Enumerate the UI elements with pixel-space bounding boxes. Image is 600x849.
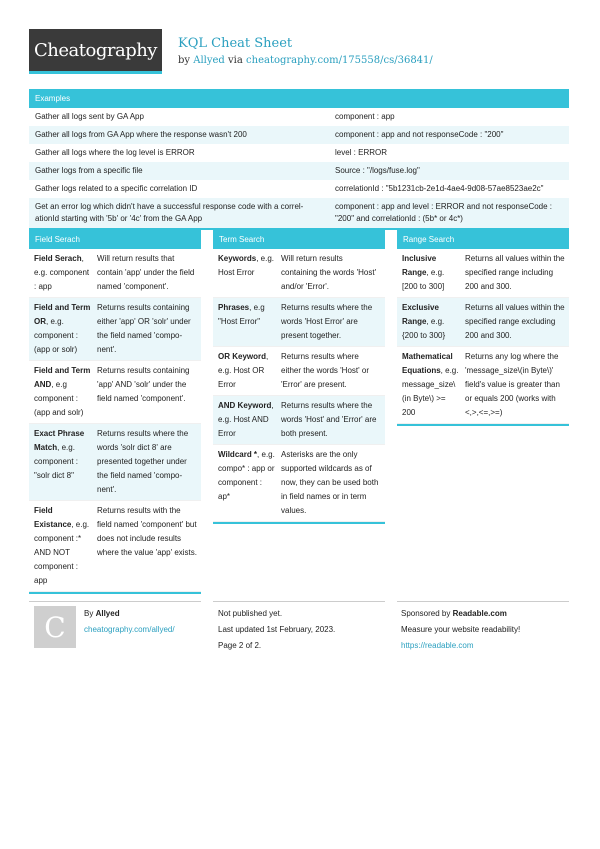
footer-author-block	[84, 606, 175, 638]
example-desc: Gather all logs from GA App where the response wasn't 200	[35, 130, 247, 139]
term-name: Field Existance	[34, 506, 72, 529]
author-avatar[interactable]	[34, 606, 76, 648]
term-name: AND Keyword	[218, 401, 272, 410]
example-desc: Gather all logs sent by GA App	[35, 112, 144, 121]
table-row	[213, 298, 385, 347]
footer-sponsor-block	[401, 606, 520, 654]
section-divider	[213, 522, 385, 524]
term-cell	[213, 249, 277, 297]
term-cell	[397, 298, 461, 346]
desc-cell: Returns all values within the specified range including 200 and 300.	[465, 254, 565, 291]
term-cell	[29, 361, 93, 423]
table-row	[29, 361, 201, 424]
term-example: , e.g. [200 to 300]	[402, 268, 445, 291]
desc-cell: Will return results containing the words 'Host' and/or 'Error'.	[281, 254, 377, 291]
sheet-url-link[interactable]: cheatography.com/175558/cs/36841/	[246, 55, 433, 66]
term-cell	[29, 424, 93, 500]
term-name: Field Serach	[34, 254, 82, 263]
page-number: Page 2 of 2.	[218, 641, 262, 650]
term-cell	[397, 347, 461, 423]
field-search-section	[29, 230, 201, 594]
term-example: , e.g. Host OR Error	[218, 352, 269, 389]
desc-cell: Returns results with the field named 'component' but does not include results where the value 'app' exists.	[97, 506, 197, 557]
term-example: , e.g. component : "solr dict 8"	[34, 443, 79, 480]
field-search-heading: Field Serach	[29, 230, 201, 249]
example-row	[29, 108, 569, 126]
table-row	[397, 249, 569, 298]
term-cell	[29, 298, 93, 360]
avatar-letter: C	[44, 610, 66, 644]
by-label: By	[84, 609, 94, 618]
section-divider	[397, 424, 569, 426]
term-name: Wildcard *	[218, 450, 258, 459]
example-desc: Gather logs related to a specific correlation ID	[35, 184, 198, 193]
logo-text: Cheatography	[34, 39, 157, 61]
footer-divider	[29, 601, 201, 602]
author-link[interactable]: Allyed	[193, 55, 225, 66]
last-updated: Last updated 1st February, 2023.	[218, 625, 336, 634]
desc-cell: Returns results where the words 'solr dict 8' are presented together under the field named 'component'.	[97, 429, 189, 494]
term-example: , e.g. Host AND Error	[218, 401, 274, 438]
term-cell	[29, 249, 93, 297]
example-row	[29, 180, 569, 198]
example-query: component : app and not responseCode : "200"	[335, 130, 504, 139]
cheatography-logo[interactable]	[29, 29, 162, 74]
sponsor-name: Readable.com	[452, 609, 507, 618]
term-search-section	[213, 230, 385, 524]
example-query: Source : "/logs/fuse.log"	[335, 166, 420, 175]
term-example: , e.g component : (app and solr)	[34, 380, 84, 417]
footer-author-link[interactable]: cheatography.com/allyed/	[84, 625, 175, 634]
example-query: correlationId : "5b1231cb-2e1d-4ae4-9d08-57ae8523ae2c"	[335, 184, 544, 193]
term-cell	[213, 347, 277, 395]
term-cell	[397, 249, 461, 297]
term-name: OR Keyword	[218, 352, 267, 361]
range-search-heading: Range Search	[397, 230, 569, 249]
desc-cell: Returns results where either the words 'Host' or 'Error' are present.	[281, 352, 369, 389]
example-desc: Get an error log which didn't have a successful response code with a correlationId starting with '5b' or '4c' from the GA App	[35, 202, 304, 223]
term-example: , e.g. component : app	[34, 254, 90, 291]
term-name: Inclusive Range	[402, 254, 437, 277]
desc-cell: Returns results containing 'app' AND 'solr' under the field named 'component'.	[97, 366, 190, 403]
term-example: , e.g. component : (app or solr)	[34, 317, 79, 354]
term-name: Keywords	[218, 254, 257, 263]
table-row	[213, 445, 385, 522]
term-name: Exclusive Range	[402, 303, 439, 326]
desc-cell: Returns all values within the specified range excluding 200 and 300.	[465, 303, 565, 340]
example-row	[29, 198, 569, 228]
table-row	[213, 249, 385, 298]
footer-divider	[213, 601, 385, 602]
sponsor-tagline: Measure your website readability!	[401, 625, 521, 634]
term-example: , e.g. compo* : app or component : ap*	[218, 450, 275, 501]
section-divider	[29, 592, 201, 594]
term-name: Mathematical Equations	[402, 352, 453, 375]
term-name: Field and Term OR	[34, 303, 91, 326]
table-row	[29, 424, 201, 501]
term-name: Phrases	[218, 303, 250, 312]
via-label: via	[228, 55, 243, 66]
term-example: , e.g. message_size\(in Byte\) >= 200	[402, 366, 459, 417]
footer-author-name: Allyed	[95, 609, 120, 618]
desc-cell: Returns results where the words 'Host Error' are present together.	[281, 303, 373, 340]
table-row	[213, 347, 385, 396]
table-row	[29, 501, 201, 592]
table-row	[29, 298, 201, 361]
sponsor-prefix: Sponsored by	[401, 609, 451, 618]
example-query: component : app and level : ERROR and not responseCode : "200" and correlationId : (5b* or 4c*)	[335, 202, 553, 223]
term-name: Exact Phrase Match	[34, 429, 85, 452]
footer-author-line	[84, 606, 175, 622]
table-row	[213, 396, 385, 445]
desc-cell: Returns any log where the 'message_size\(in Byte\)' field's value is greater than or equals 200 (works with <,>,<=,>=)	[465, 352, 560, 417]
example-desc: Gather logs from a specific file	[35, 166, 143, 175]
table-row	[397, 298, 569, 347]
sponsor-line	[401, 606, 520, 622]
term-example: , e.g. Host Error	[218, 254, 275, 277]
term-cell	[29, 501, 93, 591]
footer-divider	[397, 601, 569, 602]
example-row	[29, 126, 569, 144]
sheet-title[interactable]: KQL Cheat Sheet	[178, 36, 293, 51]
term-name: Field and Term AND	[34, 366, 91, 389]
byline	[178, 55, 433, 66]
term-cell	[213, 445, 277, 521]
example-desc: Gather all logs where the log level is ERROR	[35, 148, 195, 157]
examples-heading: Examples	[29, 89, 569, 108]
term-example: , e.g. component :* AND NOT component : app	[34, 520, 90, 585]
range-search-section	[397, 230, 569, 426]
term-cell	[213, 298, 277, 346]
table-row	[29, 249, 201, 298]
desc-cell: Will return results that contain 'app' under the field named 'component'.	[97, 254, 195, 291]
example-row	[29, 144, 569, 162]
example-row	[29, 162, 569, 180]
desc-cell: Asterisks are the only supported wildcards as of now, they can be used both in field names or in term values.	[281, 450, 379, 515]
term-example: , e.g. {200 to 300}	[402, 317, 446, 340]
footer-meta-block	[218, 606, 335, 654]
desc-cell: Returns results where the words 'Host' and 'Error' are both present.	[281, 401, 377, 438]
example-query: level : ERROR	[335, 148, 388, 157]
examples-section	[29, 89, 569, 230]
by-prefix: by	[178, 55, 191, 66]
term-example: , e.g "Host Error"	[218, 303, 265, 326]
term-search-heading: Term Search	[213, 230, 385, 249]
sponsor-link[interactable]: https://readable.com	[401, 641, 474, 650]
desc-cell: Returns results containing either 'app' OR 'solr' under the field named 'component'.	[97, 303, 191, 354]
published-status: Not published yet.	[218, 609, 283, 618]
term-cell	[213, 396, 277, 444]
example-query: component : app	[335, 112, 395, 121]
table-row	[397, 347, 569, 424]
